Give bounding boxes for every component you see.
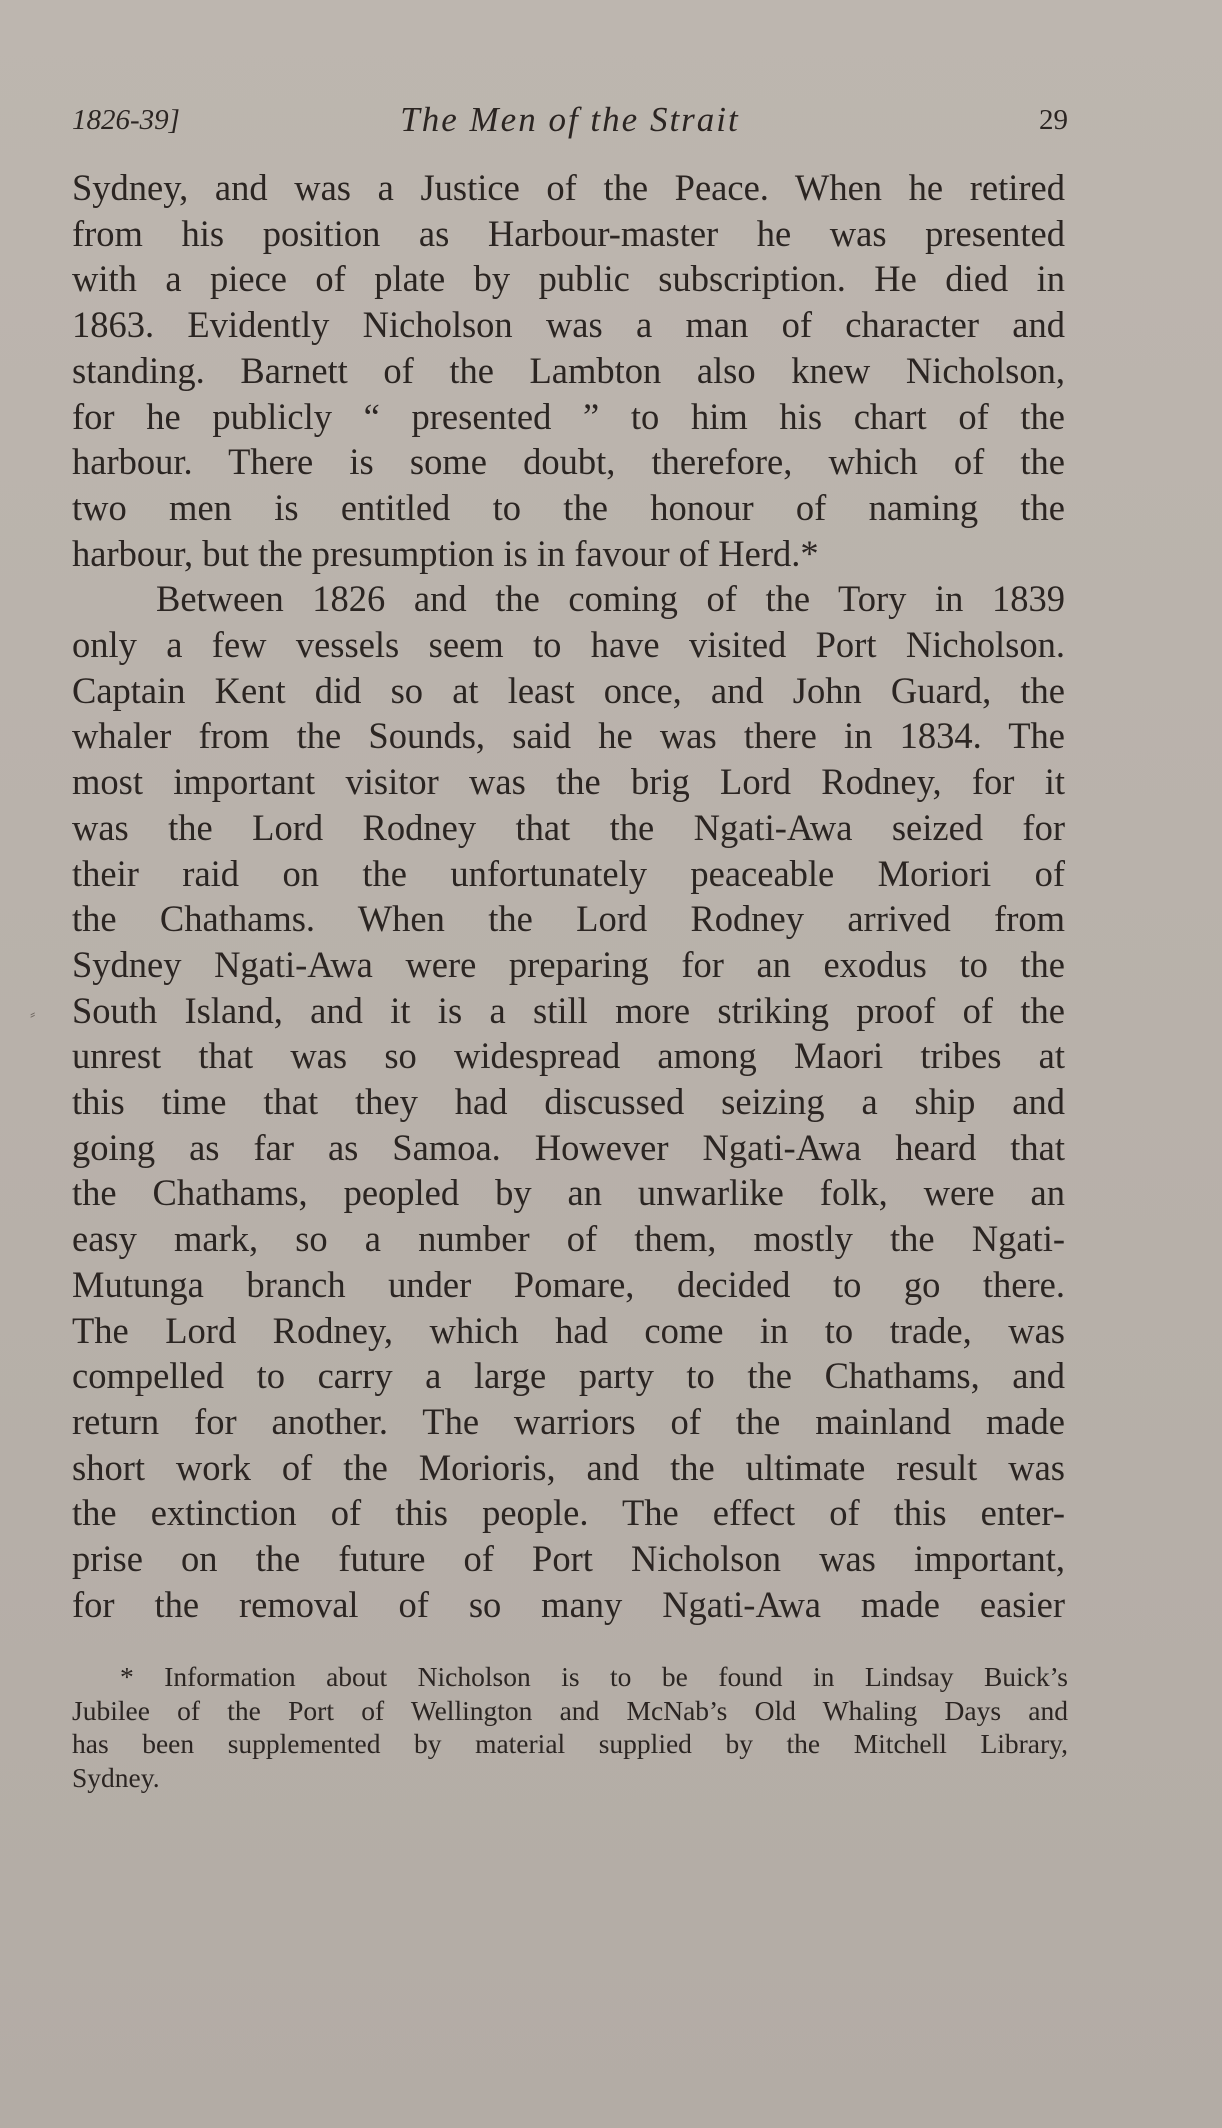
body-line: 1863. Evidently Nicholson was a man of character and — [72, 304, 1065, 346]
body-line: was the Lord Rodney that the Ngati-Awa seized for — [72, 806, 1065, 848]
body-line: this time that they had discussed seizing a ship and — [72, 1081, 1065, 1123]
body-line: from his position as Harbour-master he was presented — [72, 212, 1065, 254]
body-line: with a piece of plate by public subscription. He died in — [72, 258, 1065, 300]
body-line: Mutunga branch under Pomare, decided to go there. — [72, 1263, 1065, 1305]
body-line: only a few vessels seem to have visited Port Nicholson. — [72, 624, 1065, 666]
body-line: two men is entitled to the honour of naming the — [72, 486, 1065, 528]
body-line: easy mark, so a number of them, mostly the Ngati- — [72, 1218, 1065, 1260]
body-line: the Chathams, peopled by an unwarlike folk, were an — [72, 1172, 1065, 1214]
footnote-line: Sydney. — [72, 1761, 160, 1793]
page-number: 29 — [1039, 104, 1068, 136]
body-line: whaler from the Sounds, said he was there in 1834. The — [72, 715, 1065, 757]
body-line: prise on the future of Port Nicholson was important, — [72, 1538, 1065, 1580]
body-line: for he publicly “ presented ” to him his chart of the — [72, 395, 1065, 437]
body-line: Captain Kent did so at least once, and John Guard, the — [72, 669, 1065, 711]
margin-pencil-mark: ⸗ — [30, 1006, 36, 1023]
body-line: the Chathams. When the Lord Rodney arrived from — [72, 898, 1065, 940]
body-line: standing. Barnett of the Lambton also knew Nicholson, — [72, 349, 1065, 391]
body-line: South Island, and it is a still more striking proof of the — [72, 989, 1065, 1031]
body-line: the extinction of this people. The effect of this enter- — [72, 1492, 1065, 1534]
body-line: short work of the Morioris, and the ultimate result was — [72, 1446, 1065, 1488]
body-line: Between 1826 and the coming of the Tory in 1839 — [156, 578, 1065, 620]
body-line: going as far as Samoa. However Ngati-Awa heard that — [72, 1126, 1065, 1168]
body-line: for the removal of so many Ngati-Awa made easier — [72, 1583, 1065, 1625]
body-line: The Lord Rodney, which had come in to trade, was — [72, 1309, 1065, 1351]
body-line: harbour, but the presumption is in favour of Herd.* — [72, 532, 819, 574]
running-head-chapter-title: The Men of the Strait — [400, 100, 740, 139]
running-head-date-range: 1826-39] — [72, 104, 180, 136]
footnote-line: has been supplemented by material supplied by the Mitchell Library, — [72, 1728, 1068, 1759]
body-line: Sydney Ngati-Awa were preparing for an exodus to the — [72, 943, 1065, 985]
running-head — [72, 100, 1068, 144]
footnote-line: * Information about Nicholson is to be found in Lindsay Buick’s — [120, 1661, 1068, 1692]
body-line: Sydney, and was a Justice of the Peace. When he retired — [72, 167, 1065, 208]
footnote-line: Jubilee of the Port of Wellington and McNab’s Old Whaling Days and — [72, 1694, 1068, 1726]
body-line: compelled to carry a large party to the Chathams, and — [72, 1355, 1065, 1397]
body-line: most important visitor was the brig Lord Rodney, for it — [72, 761, 1065, 803]
body-line: harbour. There is some doubt, therefore, which of the — [72, 441, 1065, 483]
body-text — [72, 165, 1065, 1628]
body-line: return for another. The warriors of the mainland made — [72, 1400, 1065, 1442]
footnote — [72, 1660, 1068, 1794]
body-line: unrest that was so widespread among Maori tribes at — [72, 1035, 1065, 1077]
body-line: their raid on the unfortunately peaceable Moriori of — [72, 852, 1065, 894]
